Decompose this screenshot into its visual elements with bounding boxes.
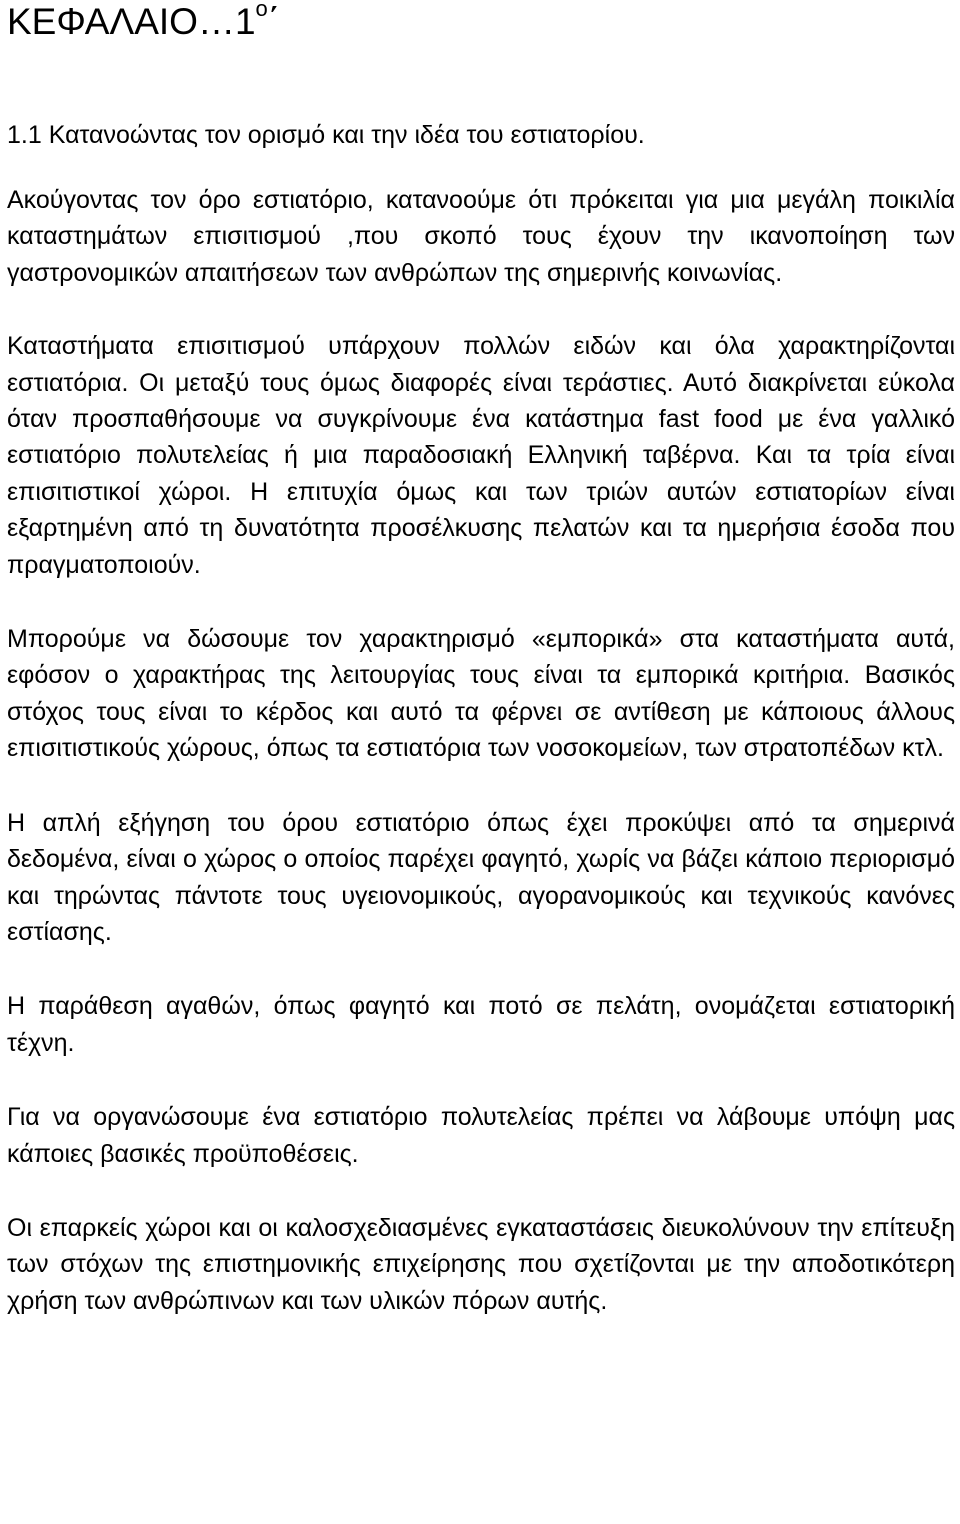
document-page bbox=[7, 0, 955, 1319]
paragraph-3: Μπορούμε να δώσουμε τον χαρακτηρισμό «εμπορικά» στα καταστήματα αυτά, εφόσον ο χαρακτήρας της λειτουργίας τους είναι τα εμπορικά κριτήρια. Βασικός στόχος τους είναι το κέρδος και αυτό τα φέρνει σε αντίθεση με κάποιους άλλους επισιτιστικούς χώρους, όπως τα εστιατόρια των νοσοκομείων, των στρατοπέδων κτλ. bbox=[7, 625, 955, 763]
chapter-heading bbox=[7, 0, 955, 44]
chapter-ordinal-superscript: ο bbox=[255, 0, 268, 21]
paragraph-6: Για να οργανώσουμε ένα εστιατόριο πολυτελείας πρέπει να λάβουμε υπόψη μας κάποιες βασικές προϋποθέσεις. bbox=[7, 1103, 955, 1168]
chapter-accent-mark: ΄ bbox=[267, 1, 281, 42]
paragraph-2: Καταστήματα επισιτισμού υπάρχουν πολλών ειδών και όλα χαρακτηρίζονται εστιατόρια. Οι μεταξύ τους όμως διαφορές είναι τεράστιες. Αυτό διακρίνεται εύκολα όταν προσπαθήσουμε να συγκρίνουμε ένα κατάστημα fast food με ένα γαλλικό εστιατόριο πολυτελείας ή μια παραδοσιακή Ελληνική ταβέρνα. Και τα τρία είναι επισιτιστικοί χώροι. Η επιτυχία όμως και των τριών αυτών εστιατορίων είναι εξαρτημένη από τη δυνατότητα προσέλκυσης πελατών και τα ημερήσια έσοδα που πραγματοποιούν. bbox=[7, 332, 955, 579]
chapter-title: ΚΕΦΑΛΑΙΟ…1 bbox=[7, 1, 256, 42]
paragraph-7: Οι επαρκείς χώροι και οι καλοσχεδιασμένες εγκαταστάσεις διευκολύνουν την επίτευξη των στόχων της επιστημονικής επιχείρησης που σχετίζονται με την αποδοτικότερη χρήση των ανθρώπινων και των υλικών πόρων αυτής. bbox=[7, 1213, 955, 1315]
paragraph-1: Ακούγοντας τον όρο εστιατόριο, κατανοούμε ότι πρόκειται για μια μεγάλη ποικιλία καταστημάτων επισιτισμού ,που σκοπό τους έχουν την ικανοποίηση των γαστρονομικών απαιτήσεων των ανθρώπων της σημερινής κοινωνίας. bbox=[7, 186, 955, 287]
paragraph-5: Η παράθεση αγαθών, όπως φαγητό και ποτό σε πελάτη, ονομάζεται εστιατορική τέχνη. bbox=[7, 992, 955, 1057]
section-heading: 1.1 Κατανοώντας τον ορισμό και την ιδέα του εστιατορίου. bbox=[7, 121, 645, 149]
paragraph-4: Η απλή εξήγηση του όρου εστιατόριο όπως έχει προκύψει από τα σημερινά δεδομένα, είναι ο χώρος ο οποίος παρέχει φαγητό, χωρίς να βάζει κάποιο περιορισμό και τηρώντας πάντοτε τους υγειονομικούς, αγορανομικούς και τεχνικούς κανόνες εστίασης. bbox=[7, 808, 955, 946]
